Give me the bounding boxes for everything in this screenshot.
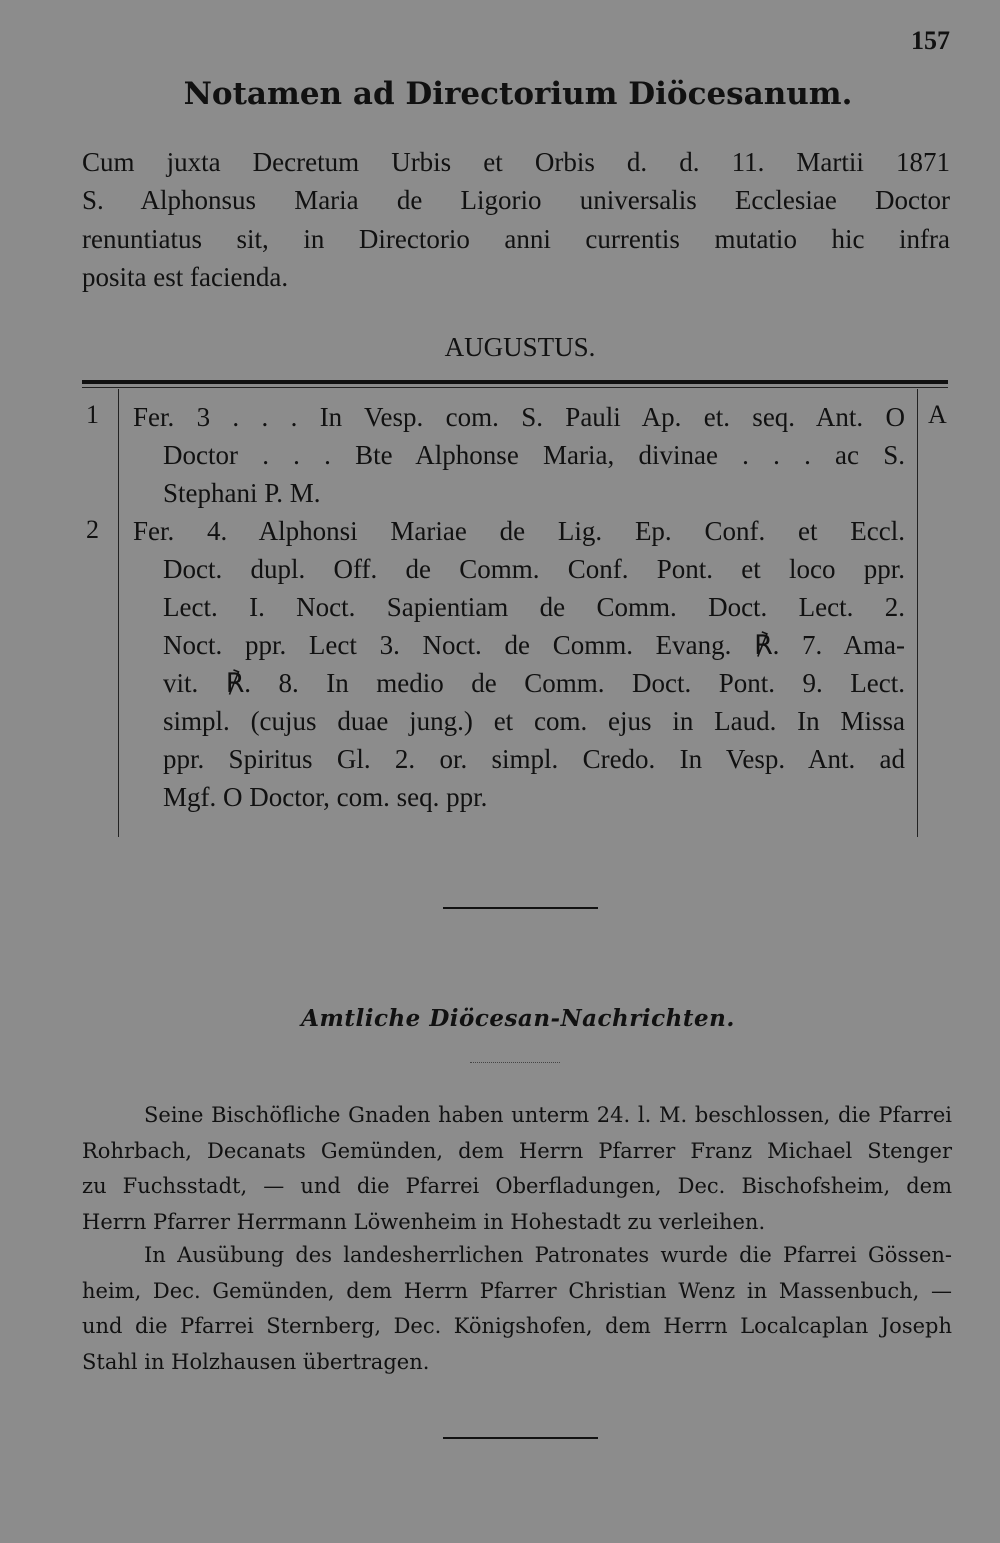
table-top-rule-thin — [82, 387, 948, 388]
section-heading: Amtliche Diöcesan-Nachrichten. — [301, 1005, 735, 1032]
news-line: und die Pfarrei Sternberg, Dec. Königshofen, dem Herrn Localcaplan Joseph — [82, 1314, 952, 1338]
intro-line: Cum juxta Decretum Urbis et Orbis d. d. 11. Martii 1871 — [82, 147, 950, 177]
news-line: In Ausübung des landesherrlichen Patronates wurde die Pfarrei Gössen- — [144, 1243, 952, 1267]
entry-line: Doctor . . . Bte Alphonse Maria, divinae . . . ac S. — [163, 440, 905, 470]
calendar-entry-day2 — [133, 512, 905, 816]
calendar-entry-day1 — [133, 398, 905, 512]
entry-line: simpl. (cujus duae jung.) et com. ejus in Laud. In Missa — [163, 706, 905, 736]
entry-line: vit. ℟. 8. In medio de Comm. Doct. Pont. 9. Lect. — [163, 668, 905, 698]
page-title: Notamen ad Directorium Diöcesanum. — [183, 76, 853, 112]
news-line: Rohrbach, Decanats Gemünden, dem Herrn Pfarrer Franz Michael Stenger — [82, 1138, 952, 1163]
table-top-rule — [82, 380, 948, 384]
section-divider — [443, 1437, 598, 1439]
news-line: Herrn Pfarrer Herrmann Löwenheim in Hohestadt zu verleihen. — [82, 1209, 766, 1234]
intro-line: S. Alphonsus Maria de Ligorio universalis Ecclesiae Doctor — [82, 185, 950, 216]
entry-line: Doct. dupl. Off. de Comm. Conf. Pont. et loco ppr. — [163, 554, 905, 584]
intro-line: posita est facienda. — [82, 261, 289, 292]
month-heading: AUGUSTUS. — [444, 332, 596, 362]
entry-line: Mgf. O Doctor, com. seq. ppr. — [163, 782, 488, 812]
news-line: Stahl in Holzhausen übertragen. — [82, 1349, 430, 1374]
section-divider — [443, 907, 598, 909]
page-number: 157 — [911, 26, 950, 55]
news-paragraph-1 — [82, 1098, 952, 1240]
entry-line: Lect. I. Noct. Sapientiam de Comm. Doct. Lect. 2. — [163, 592, 905, 622]
news-paragraph-2 — [82, 1238, 952, 1380]
entry-line: Noct. ppr. Lect 3. Noct. de Comm. Evang. ℟. 7. Ama- — [163, 630, 905, 660]
table-right-divider — [917, 389, 918, 837]
intro-line: renuntiatus sit, in Directorio anni currentis mutatio hic infra — [82, 223, 950, 254]
news-line: zu Fuchsstadt, — und die Pfarrei Oberfladungen, Dec. Bischofsheim, dem — [82, 1174, 952, 1198]
entry-line: Stephani P. M. — [163, 478, 321, 508]
news-line: heim, Dec. Gemünden, dem Herrn Pfarrer Christian Wenz in Massenbuch, — — [82, 1278, 952, 1303]
dominical-letter: A — [928, 400, 947, 429]
entry-line: ppr. Spiritus Gl. 2. or. simpl. Credo. In Vesp. Ant. ad — [163, 744, 905, 774]
news-line: Seine Bischöfliche Gnaden haben unterm 24. l. M. beschlossen, die Pfarrei — [144, 1103, 952, 1127]
entry-line: Fer. 4. Alphonsi Mariae de Lig. Ep. Conf. et Eccl. — [133, 516, 905, 546]
table-left-divider — [118, 389, 119, 837]
intro-paragraph — [82, 143, 950, 296]
day-number: 2 — [86, 515, 99, 544]
ornament-dots — [470, 1062, 560, 1064]
entry-line: Fer. 3 . . . In Vesp. com. S. Pauli Ap. et. seq. Ant. O — [133, 402, 905, 432]
day-number: 1 — [86, 400, 99, 429]
